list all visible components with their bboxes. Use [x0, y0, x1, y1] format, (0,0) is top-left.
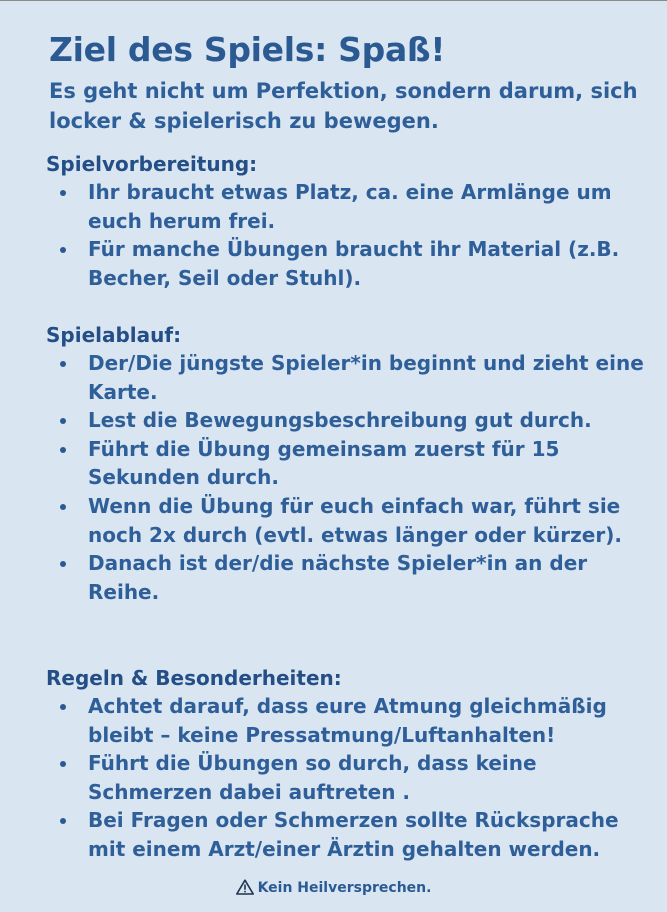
section-heading: Spielvorbereitung: — [46, 152, 258, 176]
list-item: Führt die Übung gemeinsam zuerst für 15 Sekunden durch. — [46, 435, 646, 492]
bullet-list — [46, 349, 646, 606]
page-subtitle: Es geht nicht um Perfektion, sondern darum, sich locker & spielerisch zu bewegen. — [49, 79, 638, 133]
list-item: Lest die Bewegungsbeschreibung gut durch. — [46, 406, 646, 435]
list-item: Bei Fragen oder Schmerzen sollte Rücksprache mit einem Arzt/einer Ärztin gehalten werden. — [46, 806, 646, 863]
section-game-flow — [46, 321, 646, 606]
disclaimer-footer — [0, 878, 667, 901]
list-item: Wenn die Übung für euch einfach war, führt sie noch 2x durch (evtl. etwas länger oder kürzer). — [46, 492, 646, 549]
section-heading: Spielablauf: — [46, 323, 182, 347]
list-item: Achtet darauf, dass eure Atmung gleichmäßig bleibt – keine Pressatmung/Luftanhalten! — [46, 692, 646, 749]
disclaimer-text: Kein Heilversprechen. — [257, 880, 432, 896]
section-heading: Regeln & Besonderheiten: — [46, 666, 342, 690]
bullet-list — [46, 692, 646, 864]
list-item: Der/Die jüngste Spieler*in beginnt und zieht eine Karte. — [46, 349, 646, 406]
warning-triangle-icon — [236, 879, 254, 901]
list-item: Führt die Übungen so durch, dass keine Schmerzen dabei auftreten . — [46, 749, 646, 806]
section-game-preparation — [46, 150, 646, 292]
list-item: Danach ist der/die nächste Spieler*in an der Reihe. — [46, 549, 646, 606]
list-item: Ihr braucht etwas Platz, ca. eine Armlänge um euch herum frei. — [46, 178, 646, 235]
section-rules — [46, 664, 646, 864]
bullet-list — [46, 178, 646, 292]
list-item: Für manche Übungen braucht ihr Material (z.B. Becher, Seil oder Stuhl). — [46, 235, 646, 292]
page-title: Ziel des Spiels: Spaß! — [49, 30, 446, 69]
